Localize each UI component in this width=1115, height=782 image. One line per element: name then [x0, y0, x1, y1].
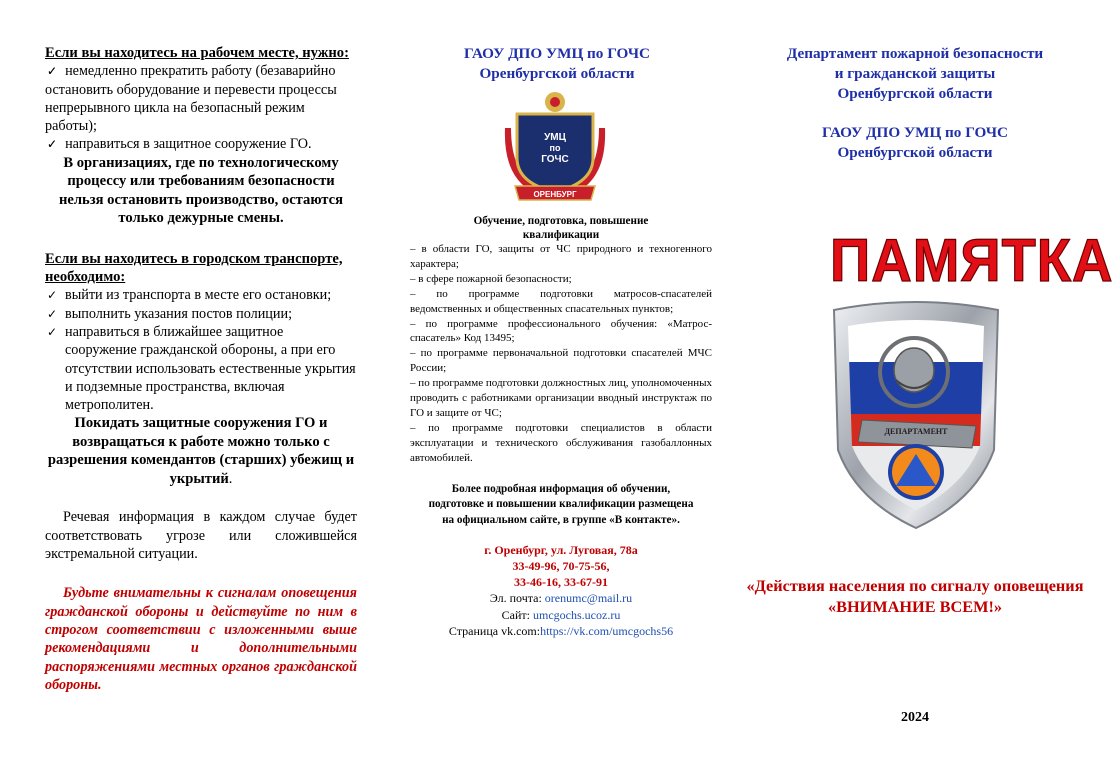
training-list [410, 242, 712, 466]
logo-ribbon-text: ОРЕНБУРГ [533, 190, 577, 199]
list-item: – по программе первоначальной подготовки спасателей МЧС России; [410, 347, 712, 375]
transport-list [45, 286, 357, 414]
list-item: – в области ГО, защиты от ЧС природного и техногенного характера; [410, 243, 712, 270]
middle-column [410, 44, 712, 639]
work-list [45, 62, 357, 153]
warning-note: Будьте внимательны к сигналам оповещения гражданской обороны и действуйте по ним в строгом соответствии с изложенными выше рекомендациями и дополнительными распоряжениями местных органов гражданской обороны. [45, 585, 357, 693]
work-heading: Если вы находитесь на рабочем месте, нужно: [45, 45, 349, 61]
site-link[interactable]: umcgochs.ucoz.ru [533, 607, 621, 622]
email-line: Эл. почта: orenumc@mail.ru [489, 591, 633, 606]
work-note: В организациях, где по технологическому процессу или требованиям безопасности нельзя остановить производство, остаются только дежурные смены. [58, 154, 344, 227]
list-item: – по программе подготовки матросов-спасателей ведомственных и общественных спасательных пунктов; [410, 287, 712, 315]
site-line: Сайт: umcgochs.ucoz.ru [501, 607, 621, 622]
logo-text-1: УМЦ [544, 132, 566, 143]
list-item: ✓ ✓ немедленно прекратить работу (безаварийно остановить оборудование и перевести процессы непрерывного цикла на безопасный режим работы); [45, 62, 357, 135]
left-column [45, 44, 357, 694]
department-title: Департамент пожарной безопасности и гражданской защиты Оренбургской области [786, 45, 1044, 102]
list-item: ✓ выйти из транспорта в месте его остановки; [45, 286, 357, 304]
vk-link[interactable]: https://vk.com/umcgochs56 [540, 624, 674, 639]
checkmark-icon: ✓ [47, 64, 58, 79]
list-item: – по программе подготовки специалистов в области эксплуатации и технического обслуживания газобаллонных автомобилей. [410, 421, 712, 464]
signal-title: «Действия населения по сигналу оповещения «ВНИМАНИЕ ВСЕМ!» [746, 576, 1084, 616]
training-title: Обучение, подготовка, повышение квалификации [473, 215, 649, 241]
checkmark-icon: ✓ [47, 137, 58, 152]
org-title: ГАОУ ДПО УМЦ по ГОЧС Оренбургской области [463, 45, 651, 82]
list-item: ✓ выполнить указания постов полиции; [45, 305, 357, 323]
phones-1: 33-49-96, 70-75-56, [512, 559, 610, 574]
list-item: – в сфере пожарной безопасности; [410, 272, 572, 285]
shield-emblem-icon [826, 300, 1006, 532]
vk-line: Страница vk.com:https://vk.com/umcgochs56 [448, 624, 674, 639]
department-emblem [826, 300, 1006, 532]
email-link[interactable]: orenumc@mail.ru [544, 591, 633, 606]
right-column [745, 44, 1085, 163]
more-info: Более подробная информация об обучении, подготовке и повышении квалификации размещена на официальном сайте, в группе «В контакте». [428, 482, 694, 526]
org-title-right: ГАОУ ДПО УМЦ по ГОЧС Оренбургской области [821, 124, 1009, 162]
page-title: ПАМЯТКА [830, 226, 1114, 295]
phones-2: 33-46-16, 33-67-91 [514, 575, 608, 590]
transport-heading: Если вы находитесь в городском транспорте, необходимо: [45, 250, 343, 286]
return-note: Покидать защитные сооружения ГО и возвращаться к работе можно только с разрешения комендантов (старших) убежищ и укрытий. [47, 415, 355, 487]
logo-text-3: ГОЧС [541, 154, 569, 165]
list-item: – по программе профессионального обучения: «Матрос-спасатель» Код 13495; [410, 317, 712, 345]
speech-info: Речевая информация в каждом случае будет соответствовать угрозе или сложившейся экстремальной ситуации. [45, 509, 357, 563]
emblem-banner-text: ДЕПАРТАМЕНТ [884, 427, 948, 436]
list-item: – по программе подготовки должностных лиц, уполномоченных проводить с работниками организации вводный инструктаж по ГО и защите от ЧС; [410, 377, 712, 419]
logo-text-2: по [549, 143, 561, 153]
umc-logo [495, 88, 615, 206]
address: г. Оренбург, ул. Луговая, 78а [484, 543, 638, 558]
list-item: ✓ ✓ направиться в защитное сооружение ГО. [45, 135, 357, 153]
list-item: ✓ направиться в ближайшее защитное сооружение гражданской обороны, а при его отсутствии использовать естественные укрытия и подземные пространства, включая метрополитен. [45, 323, 357, 414]
umc-emblem-icon [495, 88, 615, 206]
year: 2024 [901, 710, 929, 725]
